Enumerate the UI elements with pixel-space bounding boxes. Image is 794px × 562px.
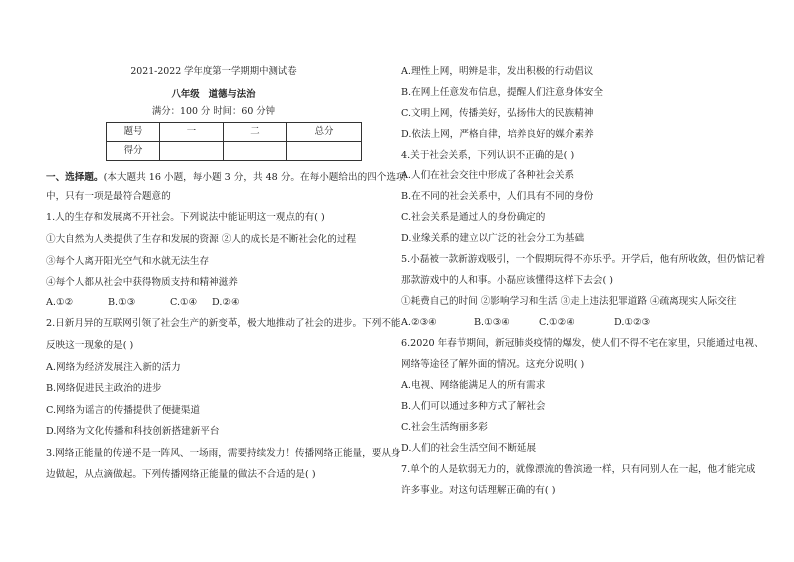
text-line: B.在不同的社会关系中，人们具有不同的身份 (401, 191, 594, 202)
score-time-line: 满分：100 分 时间：60 分钟 (151, 106, 276, 117)
text-line: A.人们在社会交往中形成了各种社会关系 (401, 170, 575, 181)
text-line: 边做起，从点滴做起。下列传播网络正能量的做法不合适的是( ) (46, 469, 316, 480)
text-line: ①大自然为人类提供了生存和发展的资源 ②人的成长是不断社会化的过程 (46, 234, 357, 245)
option-a: A.①② (46, 297, 74, 308)
text-line: D.依法上网，严格自律，培养良好的媒介素养 (401, 129, 594, 140)
section-heading-text: (本大题共 16 小题，每小题 3 分，共 48 分。在每小题给出的四个选项 (103, 172, 406, 183)
text-line: 中，只有一项是最符合题意的 (46, 191, 171, 202)
question-5: 5.小磊被一款新游戏吸引，一个假期玩得不亦乐乎。开学后，他有所收敛，但仍惦记着 (401, 254, 766, 265)
score-table-header-row (107, 123, 362, 142)
text-line: D.业缘关系的建立以广泛的社会分工为基础 (401, 233, 585, 244)
score-cell: 一 (160, 123, 224, 142)
text-line: 反映这一现象的是( ) (46, 340, 134, 351)
question-6: 6.2020 年春节期间，新冠肺炎疫情的爆发，使人们不得不宅在家里，只能通过电视、 (401, 338, 764, 349)
score-table (106, 122, 362, 161)
score-table-score-row (107, 142, 362, 161)
question-3: 3.网络正能量的传递不是一阵风、一场雨，需要持续发力！传播网络正能量，要从身 (46, 448, 401, 459)
text-line: ①耗费自己的时间 ②影响学习和生活 ③走上违法犯罪道路 ④疏离现实人际交往 (401, 296, 737, 307)
text-line: ④每个人都从社会中获得物质支持和精神滋养 (46, 277, 238, 288)
exam-title: 2021-2022 学年度第一学期期中测试卷 (130, 66, 297, 77)
exam-subtitle (46, 89, 381, 101)
text-line: A.网络为经济发展注入新的活力 (46, 362, 181, 373)
text-line: C.文明上网，传播美好，弘扬伟大的民族精神 (401, 108, 594, 119)
text-line: B.在网上任意发布信息，提醒人们注意身体安全 (401, 87, 603, 98)
text-line: C.社会生活绚丽多彩 (401, 422, 488, 433)
text-line: C.社会关系是通过人的身份确定的 (401, 212, 546, 223)
option-a: A.②③④ (401, 317, 437, 328)
question-2: 2.日新月异的互联网引领了社会生产的新变革，极大地推动了社会的进步。下列不能 (46, 318, 401, 329)
question-5-options (401, 317, 650, 329)
text-line: 那款游戏中的人和事。小磊应该懂得这样下去会( ) (401, 275, 614, 286)
score-cell: 二 (224, 123, 287, 142)
score-cell: 总分 (287, 123, 362, 142)
option-b: B.①③ (108, 297, 136, 308)
score-cell (287, 142, 362, 161)
option-c: C.①④ (170, 297, 198, 308)
score-cell: 得分 (107, 142, 160, 161)
option-b: B.①③④ (474, 317, 510, 328)
option-d: D.①②③ (614, 317, 651, 328)
question-4: 4.关于社会关系，下列认识不正确的是( ) (401, 150, 575, 161)
section-heading-prefix: 一、选择题。 (46, 172, 104, 183)
option-d: D.②④ (212, 297, 240, 308)
score-cell (224, 142, 287, 161)
text-line: C.网络为谣言的传播提供了便捷渠道 (46, 405, 200, 416)
score-cell: 题号 (107, 123, 160, 142)
question-7: 7.单个的人是软弱无力的，就像漂流的鲁滨逊一样，只有同别人在一起，他才能完成 (401, 464, 756, 475)
text-line: 网络等途径了解外面的情况。这充分说明( ) (401, 359, 585, 370)
score-cell (160, 142, 224, 161)
text-line: A.理性上网，明辨是非，发出积极的行动倡议 (401, 66, 594, 77)
text-line: D.人们的社会生活空间不断延展 (401, 443, 537, 454)
subject-label: 道德与法治 (208, 89, 256, 100)
question-1-options (46, 297, 240, 309)
text-line: A.电视、网络能满足人的所有需求 (401, 380, 546, 391)
text-line: ③每个人离开阳光空气和水就无法生存 (46, 256, 210, 267)
grade-label: 八年级 (171, 89, 200, 100)
question-1: 1.人的生存和发展离不开社会。下列说法中能证明这一观点的有( ) (46, 212, 325, 223)
text-line: B.人们可以通过多种方式了解社会 (401, 401, 546, 412)
text-line: 许多事业。对这句话理解正确的有( ) (401, 485, 556, 496)
option-c: C.①②④ (539, 317, 575, 328)
text-line: D.网络为文化传播和科技创新搭建新平台 (46, 426, 220, 437)
section-heading (46, 172, 406, 184)
text-line: B.网络促进民主政治的进步 (46, 383, 162, 394)
